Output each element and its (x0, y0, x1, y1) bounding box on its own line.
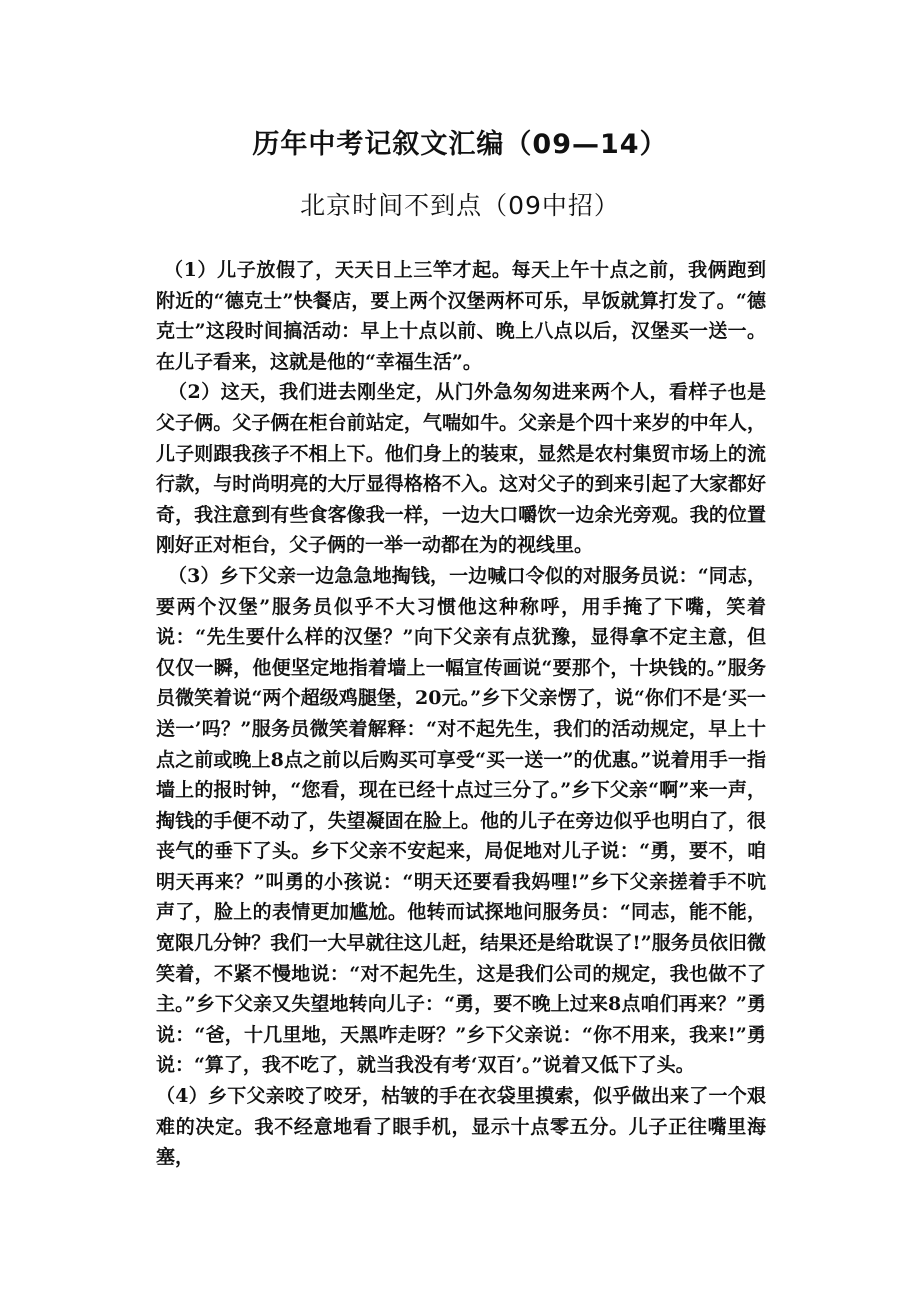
paragraph-4: （4）乡下父亲咬了咬牙，枯皱的手在衣袋里摸索，似乎做出来了一个艰难的决定。我不经意地看了眼手机，显示十点零五分。儿子正往嘴里海塞， (156, 1085, 766, 1169)
paragraph-1: （1）儿子放假了，天天日上三竿才起。每天上午十点之前，我俩跑到附近的“德克士”快餐店，要上两个汉堡两杯可乐，早饭就算打发了。“德克士”这段时间搞活动：早上十点以前、晚上八点以后，汉堡买一送一。在儿子看来，这就是他的“幸福生活”。 (156, 259, 766, 373)
article-title: 北京时间不到点（09中招） (300, 191, 620, 220)
article-body (156, 255, 766, 1173)
paragraph-2: （2）这天，我们进去刚坐定，从门外急匆匆进来两个人，看样子也是父子俩。父子俩在柜台前站定，气喘如牛。父亲是个四十来岁的中年人，儿子则跟我孩子不相上下。他们身上的装束，显然是农村集贸市场上的流行款，与时尚明亮的大厅显得格格不入。这对父子的到来引起了大家都好奇，我注意到有些食客像我一样，一边大口嚼饮一边余光旁观。我的位置刚好正对柜台，父子俩的一举一动都在为的视线里。 (156, 381, 766, 557)
paragraph-3: （3）乡下父亲一边急急地掏钱，一边喊口令似的对服务员说：“同志，要两个汉堡”服务员似乎不大习惯他这种称呼，用手掩了下嘴，笑着说：“先生要什么样的汉堡？”向下父亲有点犹豫，显得拿不定主意，但仅仅一瞬，他便坚定地指着墙上一幅宣传画说“要那个，十块钱的。”服务员微笑着说“两个超级鸡腿堡，20元。”乡下父亲愣了，说“你们不是‘买一送一’吗？”服务员微笑着解释：“对不起先生，我们的活动规定，早上十点之前或晚上8点之前以后购买可享受“买一送一”的优惠。”说着用手一指墙上的报时钟，“您看，现在已经十点过三分了。”乡下父亲“啊”来一声，掏钱的手便不动了，失望凝固在脸上。他的儿子在旁边似乎也明白了，很丧气的垂下了头。乡下父亲不安起来，局促地对儿子说：“勇，要不，咱明天再来？”叫勇的小孩说：“明天还要看我妈哩!”乡下父亲搓着手不吭声了，脸上的表情更加尴尬。他转而试探地问服务员：“同志，能不能，宽限几分钟？我们一大早就往这儿赶，结果还是给耽误了!”服务员依旧微笑着，不紧不慢地说：“对不起先生，这是我们公司的规定，我也做不了主。”乡下父亲又失望地转向儿子：“勇，要不晚上过来8点咱们再来？”勇说：“爸，十几里地，天黑咋走呀？”乡下父亲说：“你不用来，我来!”勇说：“算了，我不吃了，就当我没有考‘双百’。”说着又低下了头。 (156, 564, 766, 1077)
document-title: 历年中考记叙文汇编（09—14） (252, 129, 668, 160)
